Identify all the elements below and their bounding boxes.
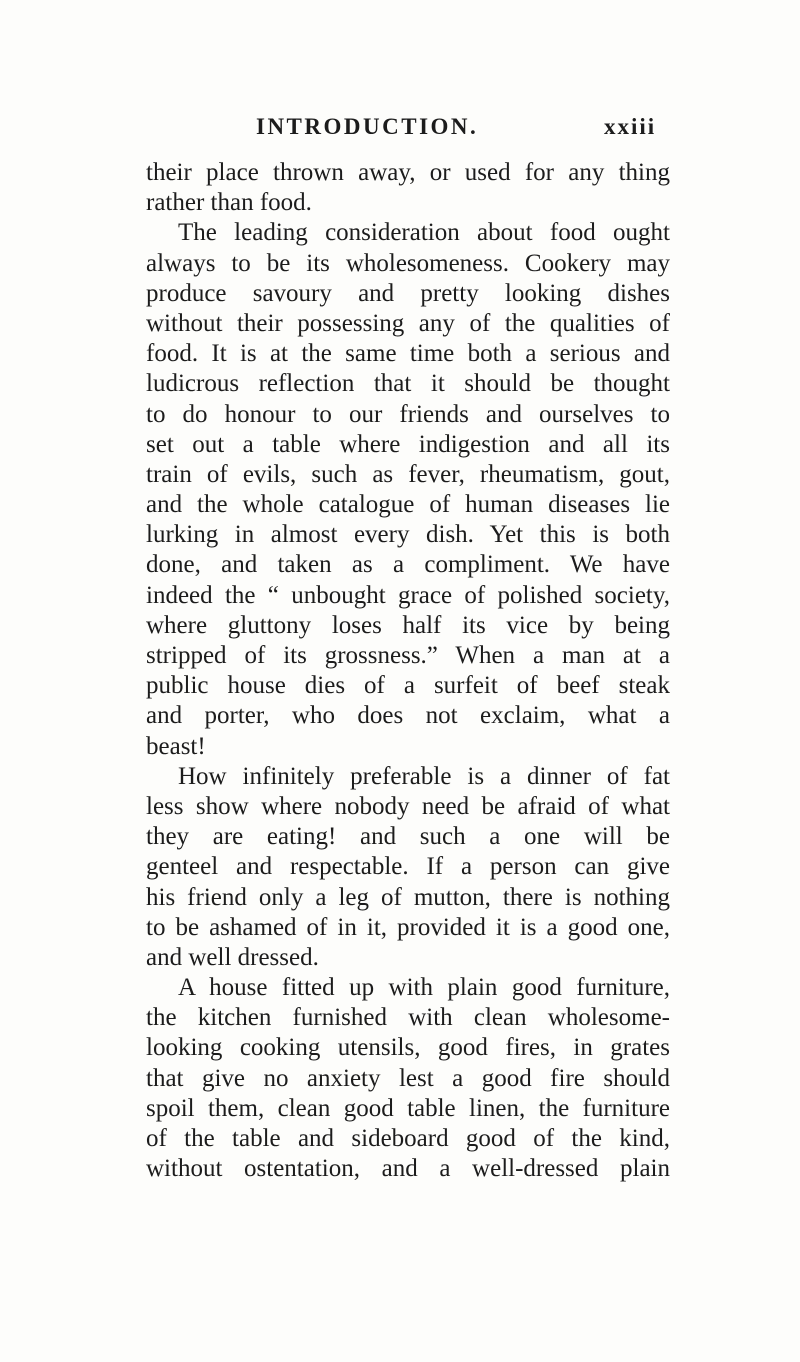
text-line: to do honour to our friends and ourselves to [146, 400, 670, 428]
text-line: produce savoury and pretty looking dishes [146, 279, 670, 307]
text-line: ludicrous reflection that it should be thought [146, 370, 670, 398]
text-line: beast! [146, 732, 206, 760]
text-line: that give no anxiety lest a good fire should [146, 1064, 670, 1092]
text-line: stripped of its grossness.” When a man at a [146, 642, 670, 669]
text-line: and the whole catalogue of human diseases lie [146, 491, 670, 519]
text-line: to be ashamed of in it, provided it is a good one, [146, 913, 670, 941]
text-line: How infinitely preferable is a dinner of fat [178, 762, 670, 790]
text-line: and well dressed. [146, 943, 319, 971]
text-line: they are eating! and such a one will be [146, 823, 670, 851]
text-line: always to be its wholesomeness. Cookery may [146, 249, 670, 277]
page-number: xxiii [604, 114, 657, 139]
running-head [0, 112, 800, 142]
text-line: less show where nobody need be afraid of what [146, 792, 670, 820]
text-line: their place thrown away, or used for any thing [146, 159, 670, 186]
text-line: without ostentation, and a well-dressed plain [146, 1155, 670, 1183]
text-line: without their possessing any of the qualities of [146, 309, 670, 337]
text-line: A house fitted up with plain good furniture, [178, 974, 670, 1002]
body-text [146, 158, 670, 1184]
text-line: done, and taken as a compliment. We have [146, 551, 670, 579]
text-line: spoil them, clean good table linen, the furniture [146, 1094, 670, 1122]
text-line: lurking in almost every dish. Yet this is both [146, 521, 670, 549]
text-line: his friend only a leg of mutton, there is nothing [146, 883, 670, 911]
text-line: rather than food. [146, 189, 312, 217]
text-line: food. It is at the same time both a serious and [146, 340, 670, 368]
text-line: of the table and sideboard good of the kind, [146, 1125, 670, 1152]
text-line: genteel and respectable. If a person can give [146, 853, 670, 881]
text-line: train of evils, such as fever, rheumatism, gout, [146, 460, 670, 488]
text-line: indeed the “ unbought grace of polished society, [146, 581, 670, 609]
running-head-title: INTRODUCTION. [256, 114, 479, 139]
text-line: The leading consideration about food ought [178, 219, 670, 247]
text-line: looking cooking utensils, good fires, in grates [146, 1034, 670, 1062]
text-line: the kitchen furnished with clean wholesome- [146, 1004, 670, 1032]
text-line: public house dies of a surfeit of beef steak [146, 672, 670, 700]
text-line: and porter, who does not exclaim, what a [146, 702, 670, 730]
text-line: set out a table where indigestion and all its [146, 430, 670, 458]
text-line: where gluttony loses half its vice by being [146, 611, 670, 639]
